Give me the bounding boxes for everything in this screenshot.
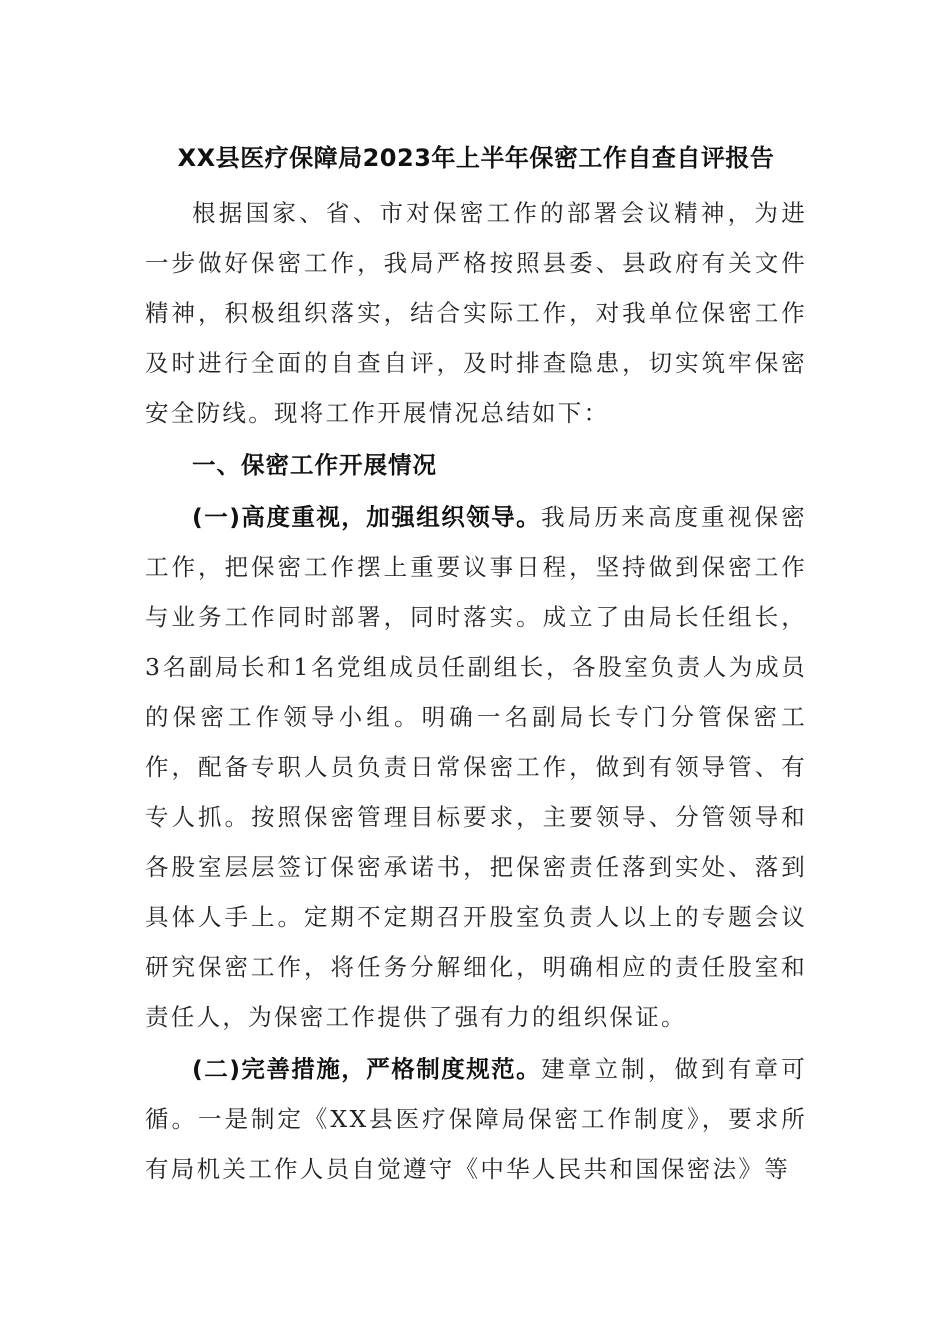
subsection-lead-2: (二)完善措施，严格制度规范。: [192, 1055, 542, 1083]
section-heading-1: 一、保密工作开展情况: [192, 451, 437, 479]
subsection-body-1: 我局历来高度重视保密工作，把保密工作摆上重要议事日程，坚持做到保密工作与业务工作同时部署，同时落实。成立了由局长任组长，3名副局长和1名党组成员任副组长，各股室负责人为成员的保密工作领导小组。明确一名副局长专门分管保密工作，配备专职人员负责日常保密工作，做到有领导管、有专人抓。按照保密管理目标要求，主要领导、分管领导和各股室层层签订保密承诺书，把保密责任落到实处、落到具体人手上。定期不定期召开股室负责人以上的专题会议研究保密工作，将任务分解细化，明确相应的责任股室和责任人，为保密工作提供了强有力的组织保证。: [145, 503, 808, 1031]
document-title: XX县医疗保障局2023年上半年保密工作自查自评报告: [177, 144, 775, 172]
subsection-paragraph-1: [145, 492, 807, 1042]
document-content: [145, 138, 807, 1194]
subsection-lead-1: (一)高度重视，加强组织领导。: [192, 503, 542, 531]
subsection-paragraph-2: [145, 1044, 807, 1194]
intro-paragraph: 根据国家、省、市对保密工作的部署会议精神，为进一步做好保密工作，我局严格按照县委、县政府有关文件精神，积极组织落实，结合实际工作，对我单位保密工作及时进行全面的自查自评，及时排查隐患，切实筑牢保密安全防线。现将工作开展情况总结如下：: [145, 199, 807, 427]
subsection-body-2: 建章立制，做到有章可循。一是制定《XX县医疗保障局保密工作制度》，要求所有局机关工作人员自觉遵守《中华人民共和国保密法》等: [145, 1055, 808, 1183]
